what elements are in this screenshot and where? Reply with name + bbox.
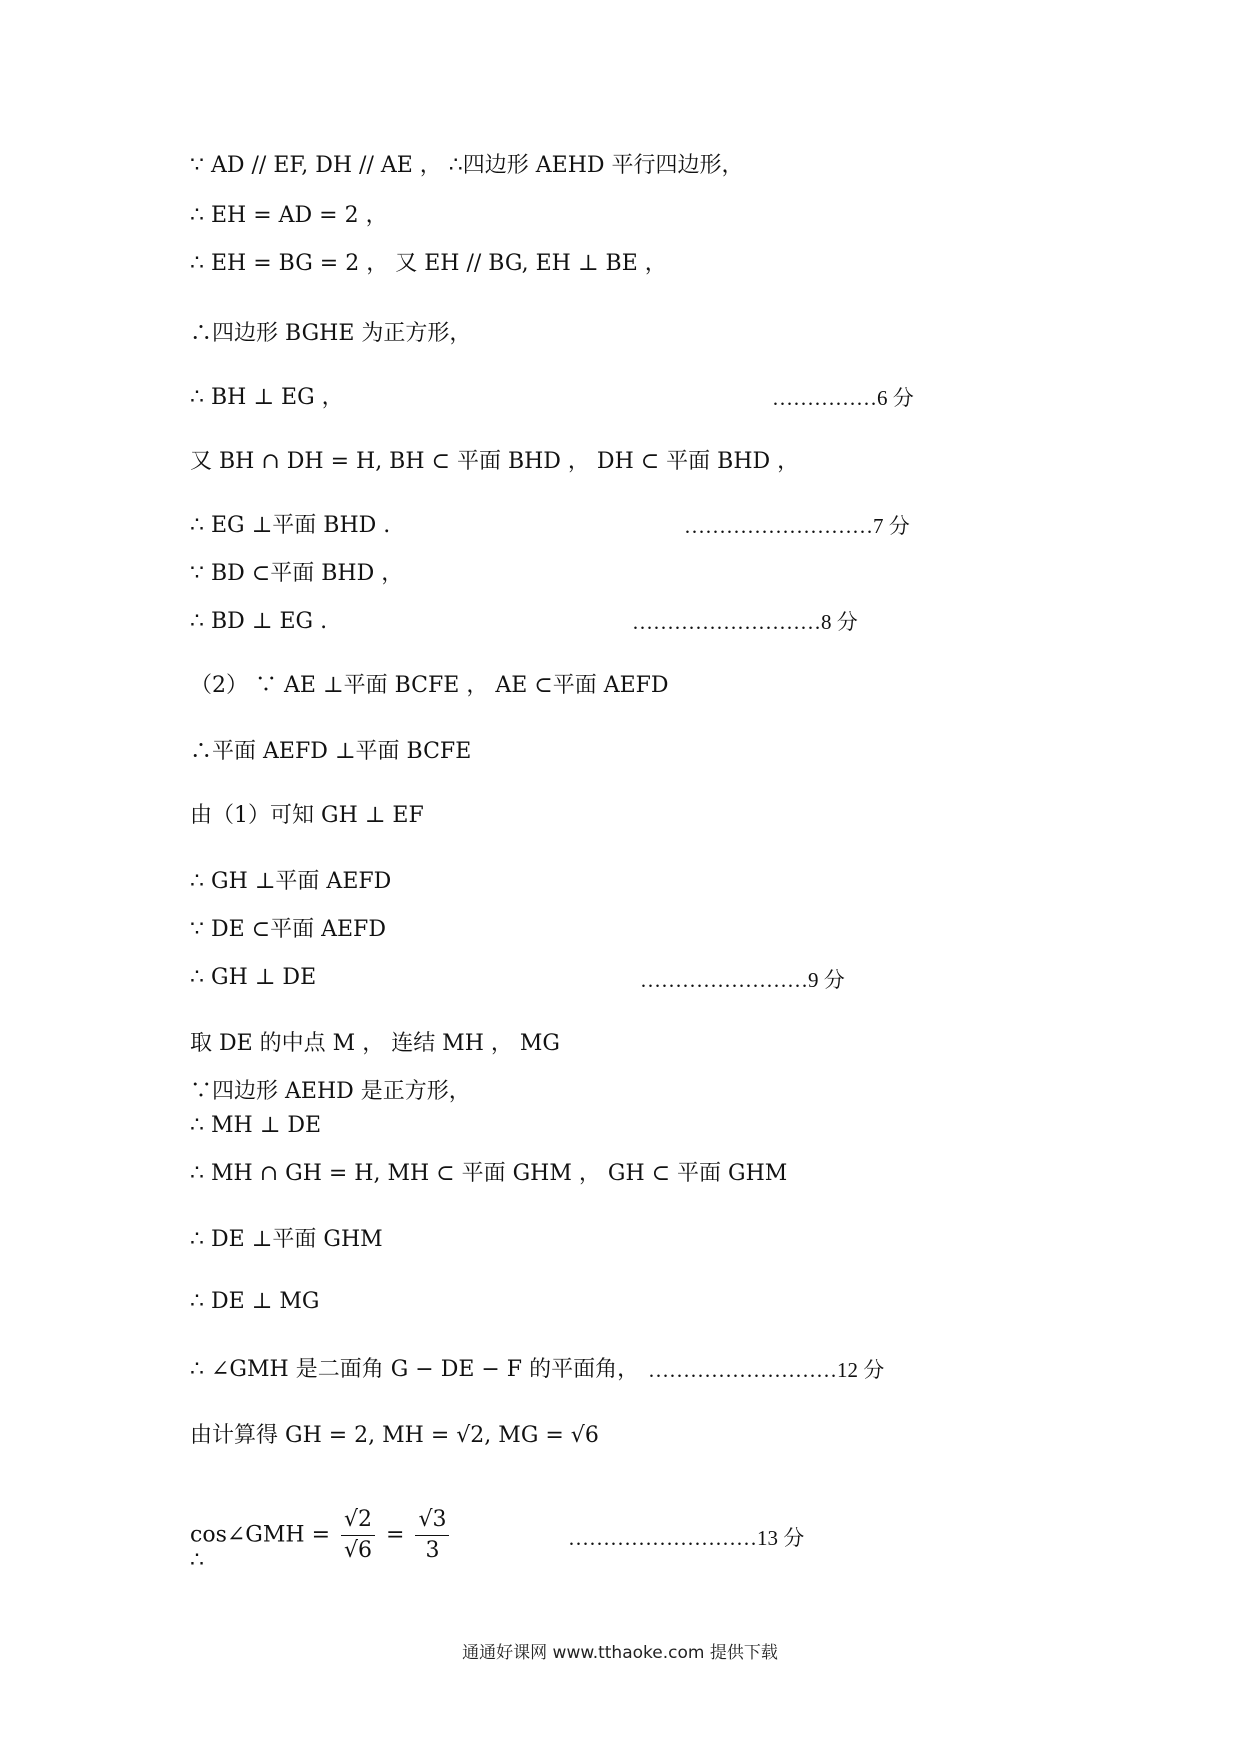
score-marker: ……………6 分	[772, 386, 914, 410]
solution-line: （2） ∵ AE ⊥平面 BCFE ， AE ⊂平面 AEFD	[190, 673, 669, 698]
solution-line: ∴ GH ⊥平面 AEFD	[190, 869, 392, 894]
fraction-2-numerator: √3	[415, 1505, 449, 1536]
solution-line: 又 BH ∩ DH = H, BH ⊂ 平面 BHD ， DH ⊂ 平面 BHD ，	[190, 449, 800, 474]
solution-line: ∴ MH ⊥ DE	[190, 1113, 322, 1138]
solution-line: ∴平面 AEFD ⊥平面 BCFE	[190, 739, 472, 764]
score-marker: ………………………8 分	[632, 610, 858, 634]
cosine-lhs: cos∠GMH =	[190, 1522, 331, 1548]
solution-line: ∴ BH ⊥ EG ，	[190, 385, 344, 410]
score-marker: ……………………9 分	[640, 968, 845, 992]
score-marker: ………………………13 分	[568, 1526, 805, 1550]
solution-line: ∴ ∠GMH 是二面角 G − DE − F 的平面角，	[190, 1357, 640, 1382]
fraction-1	[341, 1505, 375, 1566]
solution-line: 由（1）可知 GH ⊥ EF	[190, 803, 424, 828]
solution-line: ∵ BD ⊂平面 BHD ，	[190, 561, 404, 586]
solution-line: ∴ DE ⊥平面 GHM	[190, 1227, 383, 1252]
solution-line: ∴ MH ∩ GH = H, MH ⊂ 平面 GHM ， GH ⊂ 平面 GHM	[190, 1161, 788, 1186]
solution-line: ∵ AD // EF, DH // AE ， ∴四边形 AEHD 平行四边形，	[190, 153, 744, 178]
solution-line: 取 DE 的中点 M ， 连结 MH ， MG	[190, 1031, 560, 1056]
equals-sign: =	[386, 1522, 405, 1548]
solution-line: ∴四边形 BGHE 为正方形，	[190, 321, 472, 346]
solution-line: ∴ DE ⊥ MG	[190, 1289, 320, 1314]
score-marker: ………………………7 分	[684, 514, 910, 538]
score-marker: ………………………12 分	[648, 1358, 885, 1382]
fraction-2-denominator: 3	[425, 1538, 440, 1563]
solution-line: ∴ EH = AD = 2 ，	[190, 203, 388, 228]
solution-line: ∴ EH = BG = 2 ， 又 EH // BG, EH ⊥ BE ，	[190, 251, 667, 276]
solution-line: ∴ BD ⊥ EG .	[190, 609, 328, 634]
solution-line: ∵四边形 AEHD 是正方形，	[190, 1079, 471, 1104]
solution-line: ∴ EG ⊥平面 BHD .	[190, 513, 391, 538]
cosine-formula	[190, 1505, 453, 1566]
fraction-1-denominator: √6	[344, 1538, 373, 1563]
solution-line: ∵ DE ⊂平面 AEFD	[190, 917, 386, 942]
page-footer: 通通好课网 www.tthaoke.com 提供下载	[462, 1643, 778, 1663]
therefore-symbol: ∴	[190, 1548, 204, 1573]
fraction-1-numerator: √2	[341, 1505, 375, 1536]
solution-line: ∴ GH ⊥ DE	[190, 965, 317, 990]
solution-line: 由计算得 GH = 2, MH = √2, MG = √6	[190, 1423, 599, 1448]
fraction-2	[415, 1505, 449, 1566]
